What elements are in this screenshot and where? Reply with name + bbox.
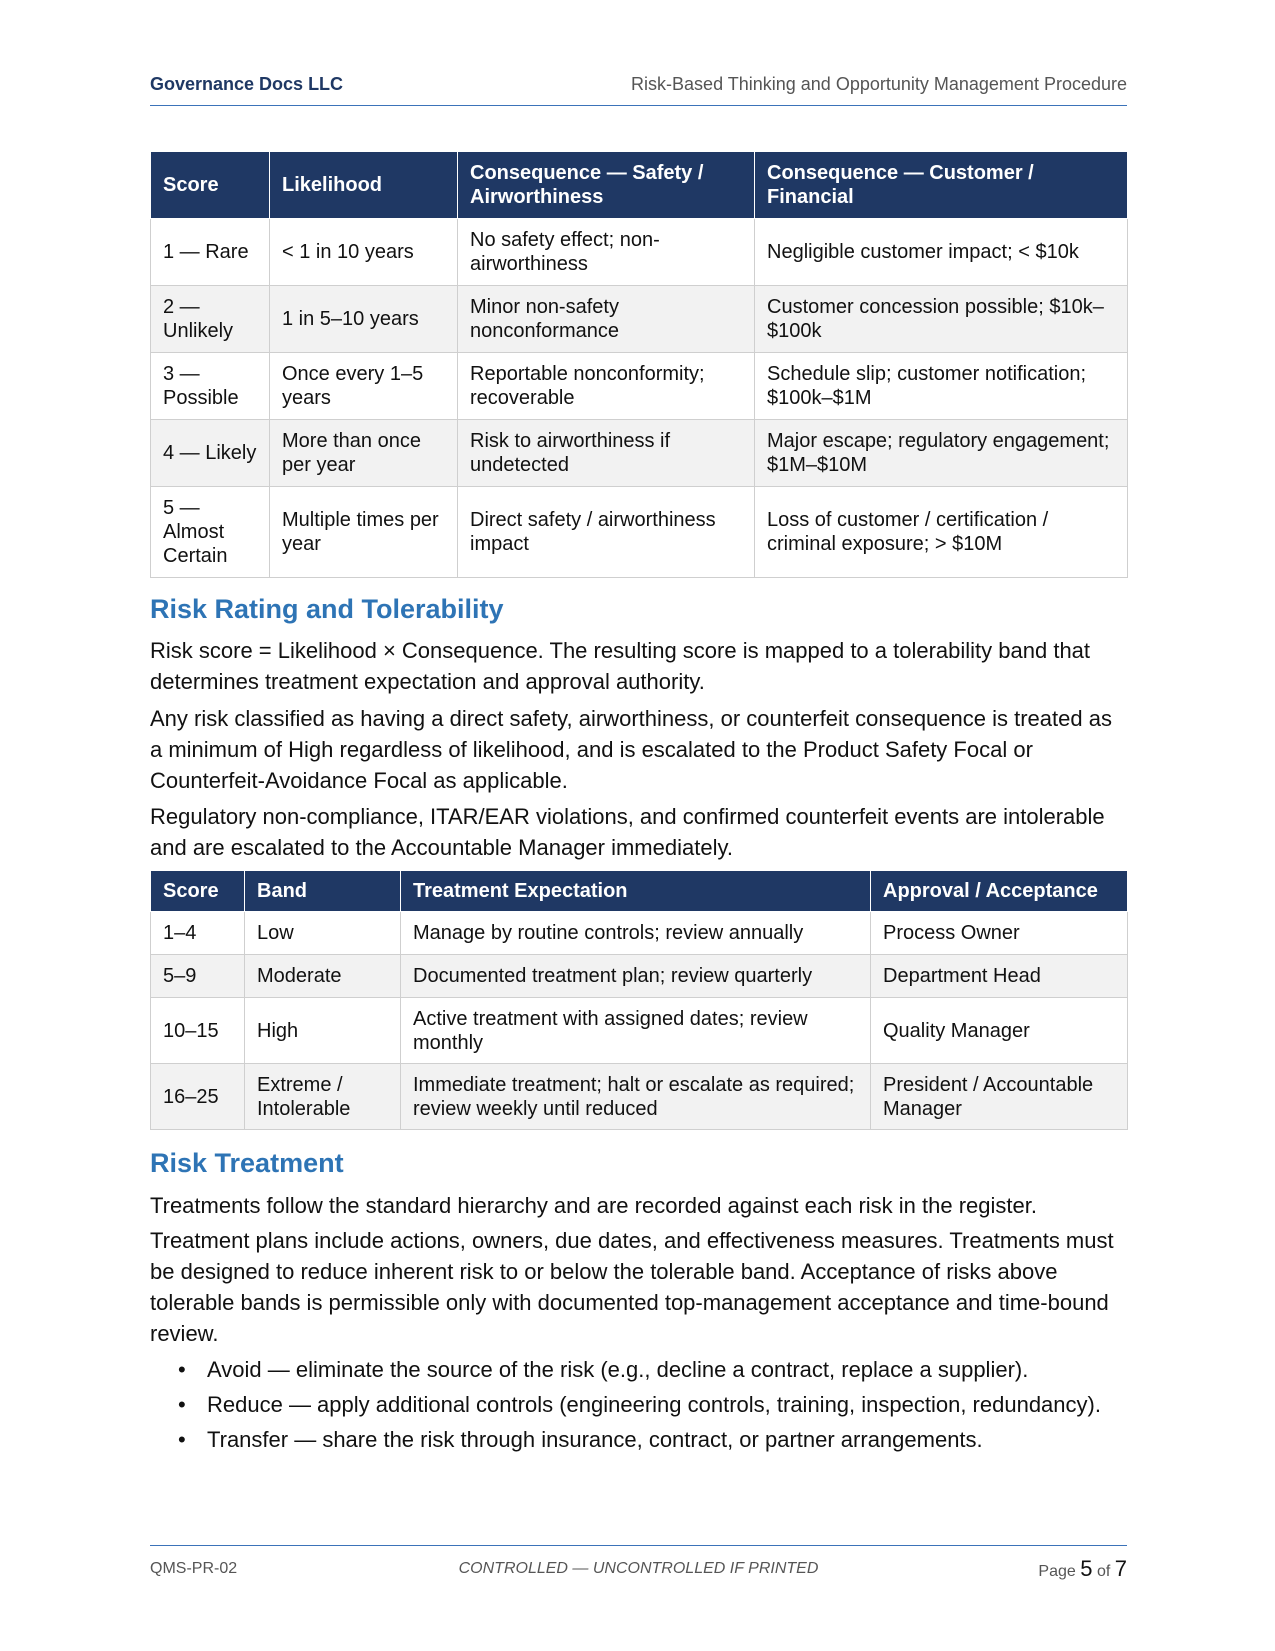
table-row: [151, 353, 1128, 420]
table-cell: Low: [245, 912, 401, 955]
column-header: Band: [245, 871, 401, 912]
bullet-icon: •: [178, 1392, 186, 1417]
table-cell: 2 — Unlikely: [151, 286, 270, 353]
table-cell: Loss of customer / certification / criminal exposure; > $10M: [755, 487, 1128, 578]
table-cell: 10–15: [151, 998, 245, 1064]
table-cell: Manage by routine controls; review annually: [401, 912, 871, 955]
list-item: [150, 1389, 1127, 1420]
column-header: Likelihood: [270, 152, 458, 219]
column-header: Approval / Acceptance: [871, 871, 1128, 912]
table-cell: Quality Manager: [871, 998, 1128, 1064]
page-total: 7: [1114, 1556, 1127, 1581]
table-cell: Major escape; regulatory engagement; $1M–$10M: [755, 420, 1128, 487]
column-header: Score: [151, 871, 245, 912]
section-heading-risk-treatment: Risk Treatment: [150, 1148, 344, 1178]
page-header: [150, 72, 1127, 106]
list-item-text: Reduce — apply additional controls (engineering controls, training, inspection, redundancy).: [207, 1392, 1101, 1417]
table-cell: Once every 1–5 years: [270, 353, 458, 420]
table-row: [151, 286, 1128, 353]
table-cell: Multiple times per year: [270, 487, 458, 578]
list-item-text: Transfer — share the risk through insurance, contract, or partner arrangements.: [207, 1427, 983, 1452]
body-paragraph: Risk score = Likelihood × Consequence. The resulting score is mapped to a tolerability band that determines treatment expectation and approval authority.: [150, 638, 1091, 694]
company-name: Governance Docs LLC: [150, 74, 344, 94]
document-page: [150, 0, 1127, 1651]
list-item-text: Avoid — eliminate the source of the risk (e.g., decline a contract, replace a supplier).: [207, 1357, 1029, 1382]
column-header: Consequence — Safety / Airworthiness: [458, 152, 755, 219]
table-row: [151, 912, 1128, 955]
table-cell: 1 — Rare: [151, 219, 270, 286]
table-cell: Direct safety / airworthiness impact: [458, 487, 755, 578]
table-cell: 5 — Almost Certain: [151, 487, 270, 578]
document-code: QMS-PR-02: [150, 1560, 238, 1577]
table-cell: 1 in 5–10 years: [270, 286, 458, 353]
likelihood-consequence-table: [150, 151, 1128, 578]
table-cell: More than once per year: [270, 420, 458, 487]
table-row: [151, 998, 1128, 1064]
table-cell: Reportable nonconformity; recoverable: [458, 353, 755, 420]
bullet-icon: •: [178, 1357, 186, 1382]
table-cell: No safety effect; non-airworthiness: [458, 219, 755, 286]
page-current: 5: [1080, 1556, 1093, 1581]
table-row: [151, 219, 1128, 286]
table-cell: Negligible customer impact; < $10k: [755, 219, 1128, 286]
table-cell: 5–9: [151, 955, 245, 998]
table-cell: High: [245, 998, 401, 1064]
table-row: [151, 1064, 1128, 1130]
tolerability-band-table: [150, 870, 1128, 1130]
table-cell: President / Accountable Manager: [871, 1064, 1128, 1130]
table-cell: Immediate treatment; halt or escalate as required; review weekly until reduced: [401, 1064, 871, 1130]
table-cell: < 1 in 10 years: [270, 219, 458, 286]
table-cell: Schedule slip; customer notification; $100k–$1M: [755, 353, 1128, 420]
table-cell: 16–25: [151, 1064, 245, 1130]
table-cell: Extreme / Intolerable: [245, 1064, 401, 1130]
table-cell: Customer concession possible; $10k–$100k: [755, 286, 1128, 353]
table-cell: Department Head: [871, 955, 1128, 998]
document-title: Risk-Based Thinking and Opportunity Management Procedure: [631, 74, 1127, 94]
table-cell: Risk to airworthiness if undetected: [458, 420, 755, 487]
table-cell: 3 — Possible: [151, 353, 270, 420]
table-row: [151, 955, 1128, 998]
table-cell: 1–4: [151, 912, 245, 955]
treatment-bullet-list: [150, 1354, 1127, 1459]
controlled-notice: CONTROLLED — UNCONTROLLED IF PRINTED: [458, 1560, 819, 1577]
table-row: [151, 487, 1128, 578]
table-cell: Moderate: [245, 955, 401, 998]
table-cell: Active treatment with assigned dates; review monthly: [401, 998, 871, 1064]
table-cell: Documented treatment plan; review quarterly: [401, 955, 871, 998]
table-cell: 4 — Likely: [151, 420, 270, 487]
column-header: Consequence — Customer / Financial: [755, 152, 1128, 219]
table-header-row: [151, 871, 1128, 912]
body-paragraph: Regulatory non-compliance, ITAR/EAR violations, and confirmed counterfeit events are intolerable and are escalated to the Accountable Manager immediately.: [150, 804, 1105, 860]
page-word: Page: [1038, 1563, 1076, 1580]
table-cell: Minor non-safety nonconformance: [458, 286, 755, 353]
of-word: of: [1096, 1563, 1111, 1580]
body-paragraph: Any risk classified as having a direct safety, airworthiness, or counterfeit consequence is treated as a minimum of High regardless of likelihood, and is escalated to the Product Safety Focal or Counterfeit-Avoidance Focal as applicable.: [150, 706, 1112, 793]
list-item: [150, 1354, 1127, 1385]
table-row: [151, 420, 1128, 487]
column-header: Score: [151, 152, 270, 219]
page-number: [1038, 1556, 1127, 1582]
table-cell: Process Owner: [871, 912, 1128, 955]
column-header: Treatment Expectation: [401, 871, 871, 912]
table-header-row: [151, 152, 1128, 219]
section-heading-risk-rating: Risk Rating and Tolerability: [150, 594, 504, 624]
body-paragraph: Treatments follow the standard hierarchy and are recorded against each risk in the register.: [150, 1193, 1037, 1218]
bullet-icon: •: [178, 1427, 186, 1452]
list-item: [150, 1424, 1127, 1455]
body-paragraph: Treatment plans include actions, owners, due dates, and effectiveness measures. Treatments must be designed to reduce inherent risk to or below the tolerable band. Acceptance of risks above tolerable bands is permissible only with documented top-management acceptance and time-bound review.: [150, 1228, 1114, 1346]
page-footer: [150, 1545, 1127, 1586]
